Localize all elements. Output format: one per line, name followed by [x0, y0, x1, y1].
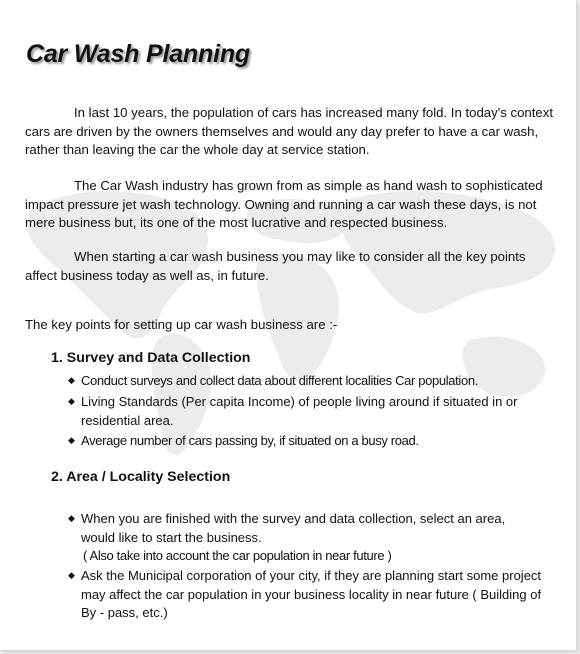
list-item: ◆ When you are finished with the survey and data collection, select an area, would like to start the business. ( Also take into account the car population in near future ) [68, 510, 538, 566]
list-item: ◆ Ask the Municipal corporation of your city, if they are planning start some project may affect the car population in your business locality in near future ( Building of By - pass, etc.) [68, 568, 542, 620]
list-item: ◆ Conduct surveys and collect data about different localities Car population. [68, 373, 478, 388]
list-item: ◆ Average number of cars passing by, if situated on a busy road. [68, 433, 419, 448]
bullet-icon: ◆ [68, 570, 75, 580]
paragraph-intro: In last 10 years, the population of cars has increased many fold. In today's context cars are driven by the owners themselves and would any day prefer to have a car wash, rather than leaving the car the whole day at service station. [25, 105, 554, 157]
bullet-icon: ◆ [68, 513, 75, 523]
section-note: ( Also take into account the car population in near future ) [83, 548, 392, 563]
section-heading-survey: 1. Survey and Data Collection [51, 350, 251, 366]
bullet-icon: ◆ [68, 375, 75, 385]
page-title: Car Wash Planning [26, 40, 250, 68]
section-heading-area: 2. Area / Locality Selection [51, 469, 231, 485]
paragraph-considerations: When starting a car wash business you may like to consider all the key points affect business today as well as, in future. [25, 249, 526, 283]
paragraph-industry: The Car Wash industry has grown from as simple as hand wash to sophisticated impact pressure jet wash technology. Owning and running a car wash these days, is not mere business but, its one of the most lucrative and respected business. [25, 178, 543, 230]
list-item: ◆ Living Standards (Per capita Income) of people living around if situated in or residential area. [68, 394, 518, 428]
key-points-intro: The key points for setting up car wash business are :- [25, 317, 338, 332]
bullet-icon: ◆ [68, 396, 75, 406]
bullet-icon: ◆ [68, 435, 75, 445]
